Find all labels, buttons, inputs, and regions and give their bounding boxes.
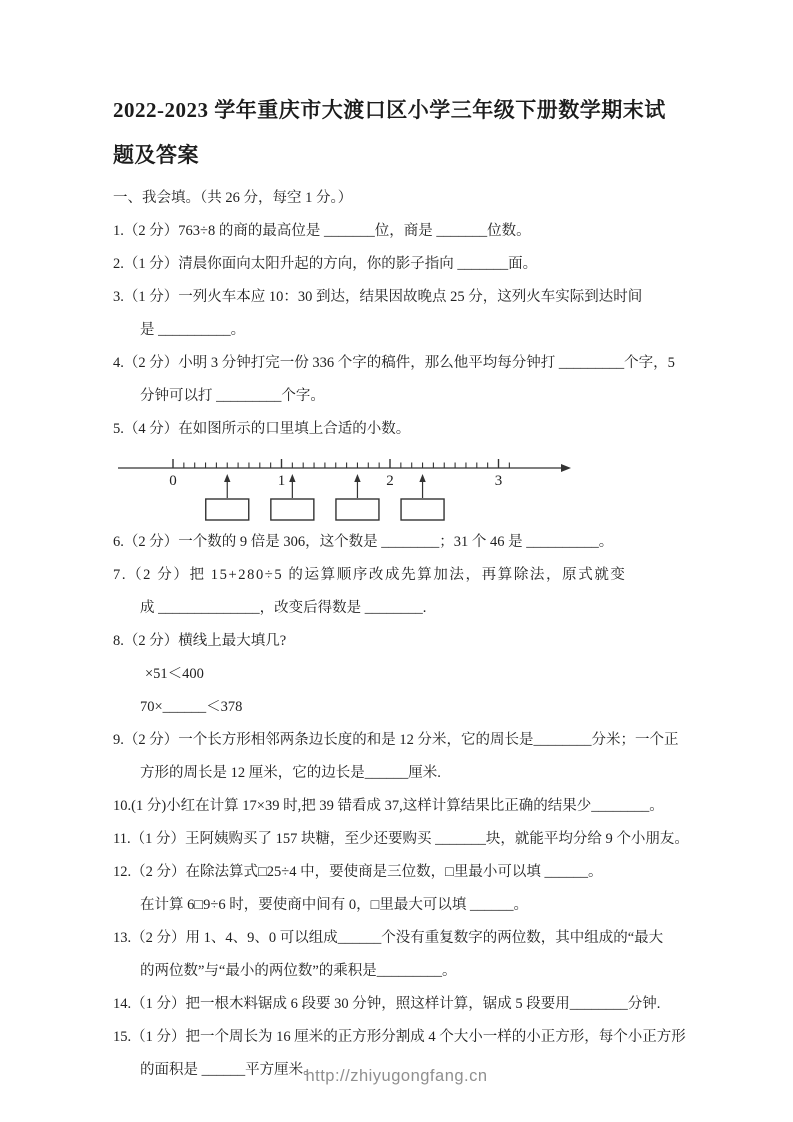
pointer-arrow-icon: [289, 474, 295, 482]
axis-arrowhead-icon: [561, 464, 571, 472]
title-line-1: 2022-2023 学年重庆市大渡口区小学三年级下册数学期末试: [113, 98, 666, 122]
number-line-label: 1: [277, 473, 286, 489]
question-6: 6.（2 分）一个数的 9 倍是 306，这个数是 ________；31 个 46 是 __________。: [113, 534, 614, 550]
question-3-line-1: 3.（1 分）一列火车本应 10：30 到达，结果因故晚点 25 分，这列火车实际到达时间: [113, 289, 643, 305]
question-7-line-1: 7.（2 分）把 15+280÷5 的运算顺序改成先算加法，再算除法，原式就变: [113, 567, 627, 583]
footer-url: http://zhiyugongfang.cn: [305, 1067, 488, 1085]
question-13-line-2: 的两位数”与“最小的两位数”的乘积是_________。: [140, 963, 457, 979]
answer-box: [336, 499, 379, 520]
pointer-arrow-icon: [354, 474, 360, 482]
question-10: 10.(1 分)小红在计算 17×39 时,把 39 错看成 37,这样计算结果比正确的结果少________。: [113, 798, 664, 814]
question-4-line-1: 4.（2 分）小明 3 分钟打完一份 336 个字的稿件，那么他平均每分钟打 _________个字，5: [113, 355, 675, 371]
question-1: 1.（2 分）763÷8 的商的最高位是 _______位，商是 _______位数。: [113, 223, 531, 239]
number-line-label: 2: [386, 473, 394, 489]
question-12-line-1: 12.（2 分）在除法算式□25÷4 中，要使商是三位数，□里最小可以填 ______。: [113, 864, 603, 880]
number-line-svg: [116, 450, 586, 524]
number-line-figure: [116, 450, 683, 524]
question-4-line-2: 分钟可以打 _________个字。: [140, 388, 325, 404]
question-3-line-2: 是 __________。: [140, 322, 246, 338]
pointer-arrow-icon: [224, 474, 230, 482]
question-2: 2.（1 分）清晨你面向太阳升起的方向，你的影子指向 _______面。: [113, 256, 538, 272]
question-15-line-1: 15.（1 分）把一个周长为 16 厘米的正方形分割成 4 个大小一样的小正方形，每个小正方形: [113, 1029, 686, 1045]
answer-box: [401, 499, 444, 520]
pointer-arrow-icon: [419, 474, 425, 482]
question-9-line-1: 9.（2 分）一个长方形相邻两条边长度的和是 12 分米，它的周长是________分米；一个正: [113, 732, 679, 748]
question-15-line-2: 的面积是 ______平方厘米。: [140, 1062, 318, 1078]
question-9-line-2: 方形的周长是 12 厘米，它的边长是______厘米.: [140, 765, 441, 781]
question-13-line-1: 13.（2 分）用 1、4、9、0 可以组成______个没有重复数字的两位数，其中组成的“最大: [113, 930, 664, 946]
title-line-2: 题及答案: [113, 143, 199, 167]
number-line-label: 0: [169, 473, 177, 489]
question-11: 11.（1 分）王阿姨购买了 157 块糖，至少还要购买 _______块，就能平均分给 9 个小朋友。: [113, 831, 689, 847]
exam-content: [113, 88, 689, 1087]
question-8-expression-2: 70×______＜378: [140, 699, 243, 715]
question-8-expression-1: ×51＜400: [145, 666, 204, 682]
section-1-heading: 一、我会填。（共 26 分，每空 1 分。）: [113, 190, 353, 206]
question-8-line-1: 8.（2 分）横线上最大填几?: [113, 633, 287, 649]
question-14: 14.（1 分）把一根木料锯成 6 段要 30 分钟，照这样计算，锯成 5 段要用________分钟.: [113, 996, 661, 1012]
question-7-line-2: 成 ______________，改变后得数是 ________.: [140, 600, 427, 616]
question-5: 5.（4 分）在如图所示的口里填上合适的小数。: [113, 421, 411, 437]
answer-box: [271, 499, 314, 520]
number-line-label: 3: [494, 473, 503, 489]
answer-box: [206, 499, 249, 520]
question-12-line-2: 在计算 6□9÷6 时，要使商中间有 0，□里最大可以填 ______。: [140, 897, 528, 913]
page-title: [113, 88, 683, 178]
